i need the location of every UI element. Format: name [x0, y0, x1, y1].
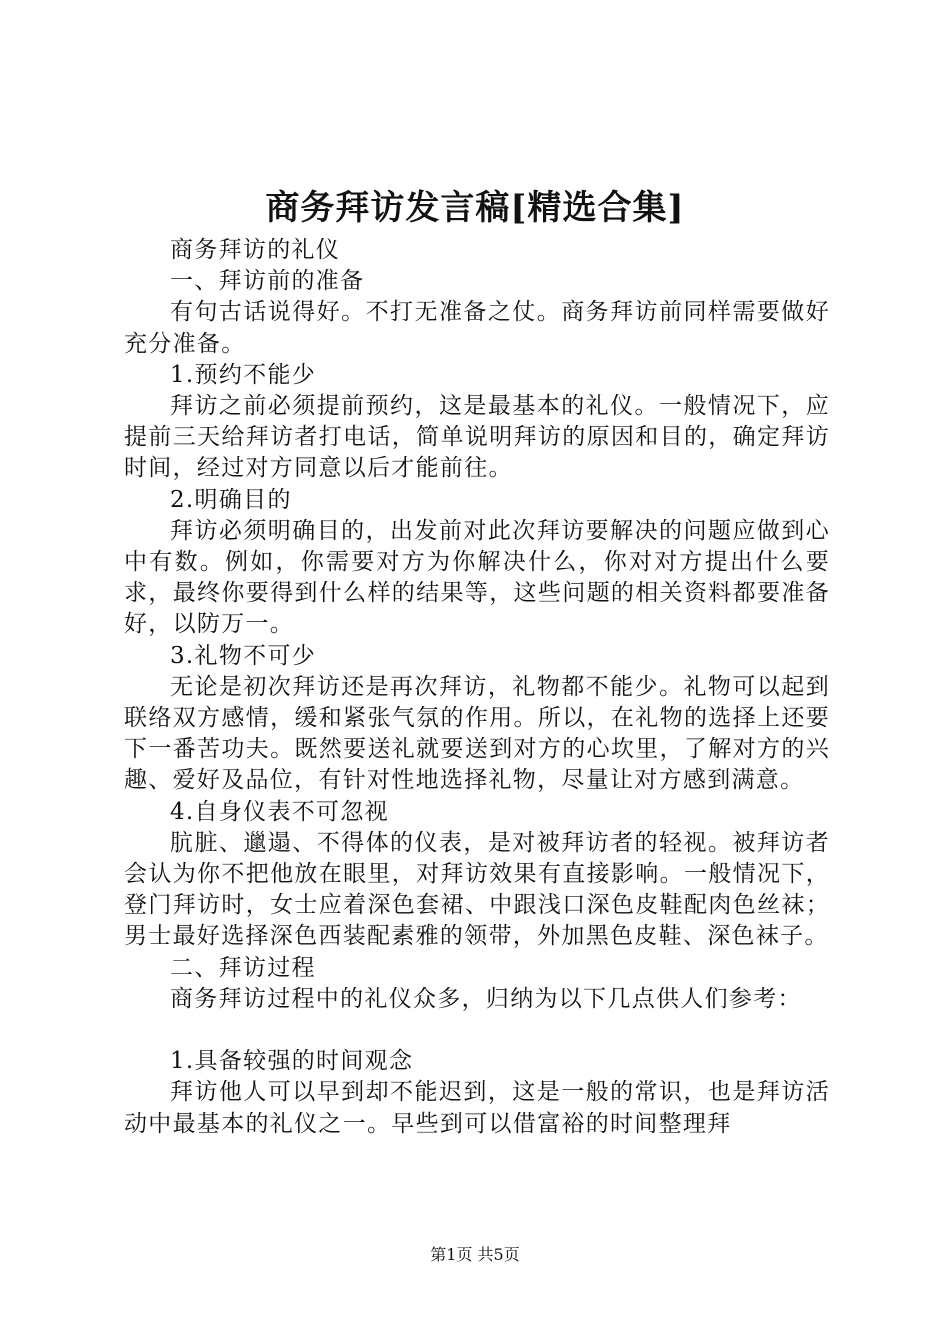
- subsection-heading: 1.预约不能少: [170, 361, 317, 388]
- paragraph: 肮脏、邋遢、不得体的仪表，是对被拜访者的轻视。被拜访者会认为你不把他放在眼里，对拜访效果有直接影响。一般情况下，登门拜访时，女士应着深色套裙、中跟浅口深色皮鞋配肉色丝袜；男士最好选择深色西装配素雅的领带，外加黑色皮鞋、深色袜子。: [124, 829, 830, 950]
- paragraph: 无论是初次拜访还是再次拜访，礼物都不能少。礼物可以起到联络双方感情，缓和紧张气氛的作用。所以，在礼物的选择上还要下一番苦功夫。既然要送礼就要送到对方的心坎里，了解对方的兴趣、爱好及品位，有针对性地选择礼物，尽量让对方感到满意。: [124, 673, 830, 794]
- blank-line: [124, 1015, 830, 1046]
- subsection-heading: 4.自身仪表不可忽视: [170, 798, 389, 825]
- paragraph: 商务拜访过程中的礼仪众多，归纳为以下几点供人们参考：: [170, 985, 802, 1012]
- page-footer: 第1页 共5页: [430, 1245, 520, 1264]
- paragraph: 有句古话说得好。不打无准备之仗。商务拜访前同样需要做好充分准备。: [124, 299, 830, 357]
- subsection-heading: 2.明确目的: [170, 486, 292, 513]
- paragraph: 拜访必须明确目的，出发前对此次拜访要解决的问题应做到心中有数。例如，你需要对方为你解决什么，你对对方提出什么要求，最终你要得到什么样的结果等，这些问题的相关资料都要准备好，以防万一。: [124, 517, 830, 638]
- section-heading: 一、拜访前的准备: [170, 268, 365, 295]
- subsection-heading: 3.礼物不可少: [170, 642, 317, 669]
- document-title: 商务拜访发言稿[精选合集]: [265, 188, 685, 228]
- paragraph: 拜访之前必须提前预约，这是最基本的礼仪。一般情况下，应提前三天给拜访者打电话，简单说明拜访的原因和目的，确定拜访时间，经过对方同意以后才能前往。: [124, 393, 830, 482]
- paragraph: 拜访他人可以早到却不能迟到，这是一般的常识，也是拜访活动中最基本的礼仪之一。早些到可以借富裕的时间整理拜: [124, 1079, 830, 1137]
- section-heading: 二、拜访过程: [170, 954, 316, 981]
- subsection-heading: 1.具备较强的时间观念: [170, 1048, 414, 1075]
- paragraph-heading: 商务拜访的礼仪: [170, 237, 341, 263]
- document-body: [124, 235, 830, 1140]
